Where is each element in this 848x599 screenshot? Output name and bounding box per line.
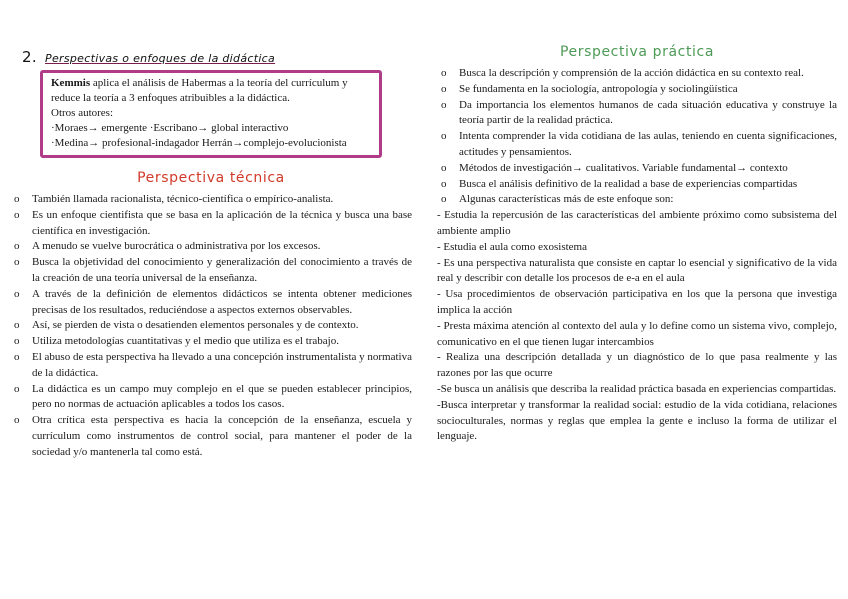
list-item-text: Busca la objetividad del conocimiento y generalización del conocimiento a través de la creación de una teoría universal de la enseñanza.: [32, 256, 412, 284]
dash-item: -Se busca un análisis que describa la realidad práctica basada en experiencias compartidas.: [437, 382, 837, 395]
bullet-marker: o: [441, 130, 447, 143]
bullet-marker: o: [14, 335, 20, 348]
bullet-marker: o: [441, 98, 447, 111]
list-item: [437, 192, 837, 208]
list-item-text: La didáctica es un campo muy complejo en el que se pueden establecer principios, pero no normas de actuación aplicables a todos los casos.: [32, 382, 412, 411]
list-item-text: Da importancia los elementos humanos de cada situación educativa y construye la teoría partir de la realidad práctica.: [459, 98, 837, 127]
authors-line-2: ·Medina→ profesional-indagador Herrán→complejo-evolucionista: [51, 137, 347, 149]
dash-item: - Estudia el aula como exosistema: [437, 240, 587, 253]
list-item: [437, 177, 837, 193]
bullet-marker: o: [14, 193, 20, 205]
practica-list: [437, 66, 837, 208]
dash-item: - Usa procedimientos de observación participativa en los que la persona que investiga implica la acción: [437, 288, 837, 316]
list-item: [10, 382, 412, 414]
section-title: Perspectivas o enfoques de la didáctica: [45, 52, 276, 65]
bullet-marker: o: [14, 414, 20, 427]
bullet-marker: o: [441, 82, 447, 95]
dash-item: - Realiza una descripción detallada y un diagnóstico de lo que pasa realmente y las razones por las que ocurre: [437, 351, 837, 380]
bullet-marker: o: [14, 319, 20, 332]
list-item-text: Es un enfoque cientifista que se basa en la aplicación de la técnica y busca una base científica en investigación.: [32, 208, 412, 237]
bullet-marker: o: [14, 208, 20, 221]
list-item-text: Así, se pierden de vista o desatienden elementos personales y de contexto.: [32, 319, 359, 332]
list-item: [10, 413, 412, 460]
others-label: Otros autores:: [51, 107, 114, 119]
section-number: 2.: [22, 48, 37, 66]
list-item: [10, 255, 412, 287]
list-item-text: Busca la descripción y comprensión de la acción didáctica en su contexto real.: [459, 67, 804, 79]
left-column: [10, 48, 412, 461]
dash-item: - Es una perspectiva naturalista que consiste en captar lo esencial y significativo de la vida real y describir con detalle los procesos de e-a en el aula: [437, 256, 837, 285]
list-item: [10, 239, 412, 255]
kemmis-box: [40, 70, 382, 158]
list-item: [10, 208, 412, 240]
bullet-marker: o: [441, 177, 447, 190]
list-item: [437, 129, 837, 161]
list-item: [437, 66, 837, 82]
list-item-text: El abuso de esta perspectiva ha llevado a una concepción instrumentalista y normativa de la didáctica.: [32, 350, 412, 379]
authors-line-1: ·Moraes→ emergente ·Escribano→ global interactivo: [51, 122, 289, 134]
list-item: [10, 318, 412, 334]
list-item-text: Busca el análisis definitivo de la realidad a base de experiencias compartidas: [459, 177, 798, 190]
list-item-text: Métodos de investigación→ cualitativos. Variable fundamental→ contexto: [459, 161, 788, 174]
practica-title: Perspectiva práctica: [559, 44, 715, 60]
dash-item: -Busca interpretar y transformar la realidad social: estudio de la vida cotidiana, relaciones socioculturales, normas y reglas que emplea la gente e incluso la forma de utilizar el lenguaje.: [437, 398, 837, 443]
list-item: [10, 192, 412, 208]
list-item-text: A través de la definición de elementos didácticos se intenta obtener mediciones precisas de los resultados, reduciéndose a aspectos externos observables.: [32, 287, 412, 316]
tecnica-title: Perspectiva técnica: [137, 170, 285, 186]
kemmis-paragraph: [51, 76, 371, 106]
bullet-marker: o: [14, 382, 20, 395]
right-column: [437, 44, 837, 445]
list-item: [437, 98, 837, 130]
practica-dash-list: [437, 208, 837, 445]
bullet-marker: o: [14, 240, 20, 253]
bullet-marker: o: [14, 256, 20, 269]
list-item: [10, 287, 412, 319]
bullet-marker: o: [14, 350, 20, 363]
list-item-text: Utiliza metodologías cuantitativas y el medio que utiliza es el trabajo.: [32, 335, 339, 348]
bullet-marker: o: [441, 193, 447, 206]
list-item: [10, 334, 412, 350]
list-item-text: También llamada racionalista, técnico-científica o empírico-analista.: [32, 193, 334, 205]
bullet-marker: o: [441, 161, 447, 174]
list-item-text: A menudo se vuelve burocrática o administrativa por los excesos.: [32, 240, 321, 253]
list-item: [437, 161, 837, 177]
bullet-marker: o: [441, 67, 447, 79]
list-item: [437, 82, 837, 98]
list-item: [10, 350, 412, 382]
tecnica-list: [10, 192, 412, 461]
kemmis-text: aplica el análisis de Habermas a la teoría del currículum y reduce la teoría a 3 enfoques atribuibles a la didáctica.: [51, 77, 348, 104]
section-heading: [22, 48, 412, 66]
kemmis-name: Kemmis: [51, 77, 91, 89]
dash-item: - Estudia la repercusión de las características del ambiente próximo como subsistema del ambiente amplio: [437, 209, 837, 237]
list-item-text: Intenta comprender la vida cotidiana de las aulas, teniendo en cuenta significaciones, actitudes y pensamientos.: [459, 130, 837, 158]
list-item-text: Algunas características más de este enfoque son:: [459, 193, 674, 206]
list-item-text: Otra crítica esta perspectiva es hacia la concepción de la enseñanza, escuela y currículum como instrumentos de control social, para mantener el poder de la sociedad y/o mantenerla tal como está.: [32, 414, 412, 458]
dash-item: - Presta máxima atención al contexto del aula y lo define como un sistema vivo, complejo, comunicativo en el que tienen lugar intercambios: [437, 319, 837, 348]
bullet-marker: o: [14, 287, 20, 300]
list-item-text: Se fundamenta en la sociología, antropología y sociolingüística: [459, 82, 738, 95]
